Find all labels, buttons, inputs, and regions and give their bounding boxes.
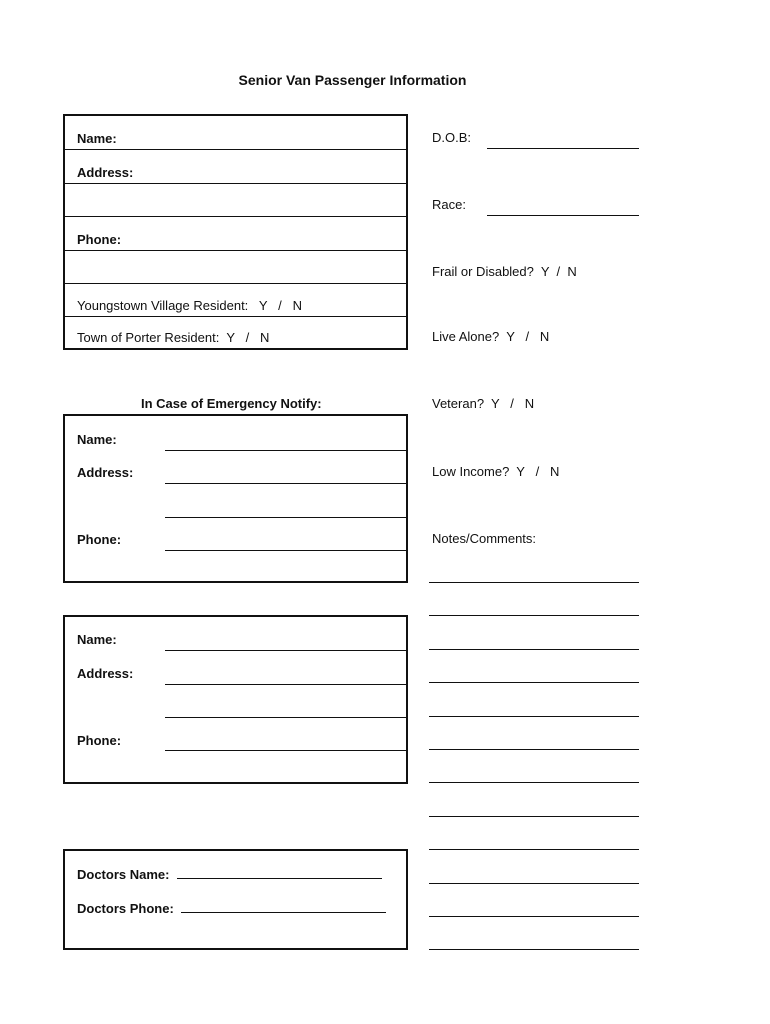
doctor-name-label: Doctors Name: — [77, 867, 170, 882]
frail-question: Frail or Disabled? Y / N — [432, 264, 577, 279]
divider — [65, 183, 406, 184]
form-title: Senior Van Passenger Information — [238, 72, 467, 88]
divider — [65, 250, 406, 251]
contact1-phone-label: Phone: — [77, 532, 122, 547]
passenger-phone-label: Phone: — [77, 232, 122, 247]
contact2-phone-label: Phone: — [77, 733, 122, 748]
passenger-info-box — [63, 114, 408, 350]
contact2-address-line-2[interactable] — [165, 717, 406, 718]
notes-line[interactable] — [429, 649, 639, 650]
contact1-address-line-2[interactable] — [165, 517, 406, 518]
phone-line-2[interactable] — [65, 283, 406, 284]
youngstown-resident-question: Youngstown Village Resident: Y / N — [77, 298, 302, 313]
notes-line[interactable] — [429, 749, 639, 750]
contact2-phone-line[interactable] — [165, 750, 406, 751]
notes-line[interactable] — [429, 682, 639, 683]
contact2-name-line[interactable] — [165, 650, 406, 651]
doctor-name-line[interactable] — [177, 866, 382, 879]
passenger-address-label: Address: — [77, 165, 134, 180]
notes-line[interactable] — [429, 849, 639, 850]
notes-line[interactable] — [429, 949, 639, 950]
notes-line[interactable] — [429, 615, 639, 616]
contact1-address-line[interactable] — [165, 483, 406, 484]
notes-line[interactable] — [429, 883, 639, 884]
contact2-address-line[interactable] — [165, 684, 406, 685]
race-field-line[interactable] — [487, 215, 639, 216]
dob-label: D.O.B: — [432, 130, 472, 145]
contact1-name-label: Name: — [77, 432, 117, 447]
low-income-question: Low Income? Y / N — [432, 464, 560, 479]
live-alone-question: Live Alone? Y / N — [432, 329, 550, 344]
divider — [65, 316, 406, 317]
notes-label: Notes/Comments: — [432, 531, 537, 546]
notes-line[interactable] — [429, 916, 639, 917]
race-label: Race: — [432, 197, 466, 212]
doctor-info-box — [63, 849, 408, 950]
doctor-phone-label: Doctors Phone: — [77, 901, 174, 916]
notes-line[interactable] — [429, 582, 639, 583]
veteran-question: Veteran? Y / N — [432, 396, 535, 411]
notes-line[interactable] — [429, 816, 639, 817]
emergency-heading: In Case of Emergency Notify: — [141, 396, 322, 411]
contact2-address-label: Address: — [77, 666, 134, 681]
doctor-phone-line[interactable] — [181, 900, 386, 913]
dob-field-line[interactable] — [487, 148, 639, 149]
contact2-name-label: Name: — [77, 632, 117, 647]
passenger-name-label: Name: — [77, 131, 117, 146]
notes-line[interactable] — [429, 782, 639, 783]
emergency-contact-1-box — [63, 414, 408, 583]
contact1-address-label: Address: — [77, 465, 134, 480]
contact1-phone-line[interactable] — [165, 550, 406, 551]
emergency-contact-2-box — [63, 615, 408, 784]
notes-line[interactable] — [429, 716, 639, 717]
address-line-2[interactable] — [65, 216, 406, 217]
contact1-name-line[interactable] — [165, 450, 406, 451]
divider — [65, 149, 406, 150]
porter-resident-question: Town of Porter Resident: Y / N — [77, 330, 270, 345]
